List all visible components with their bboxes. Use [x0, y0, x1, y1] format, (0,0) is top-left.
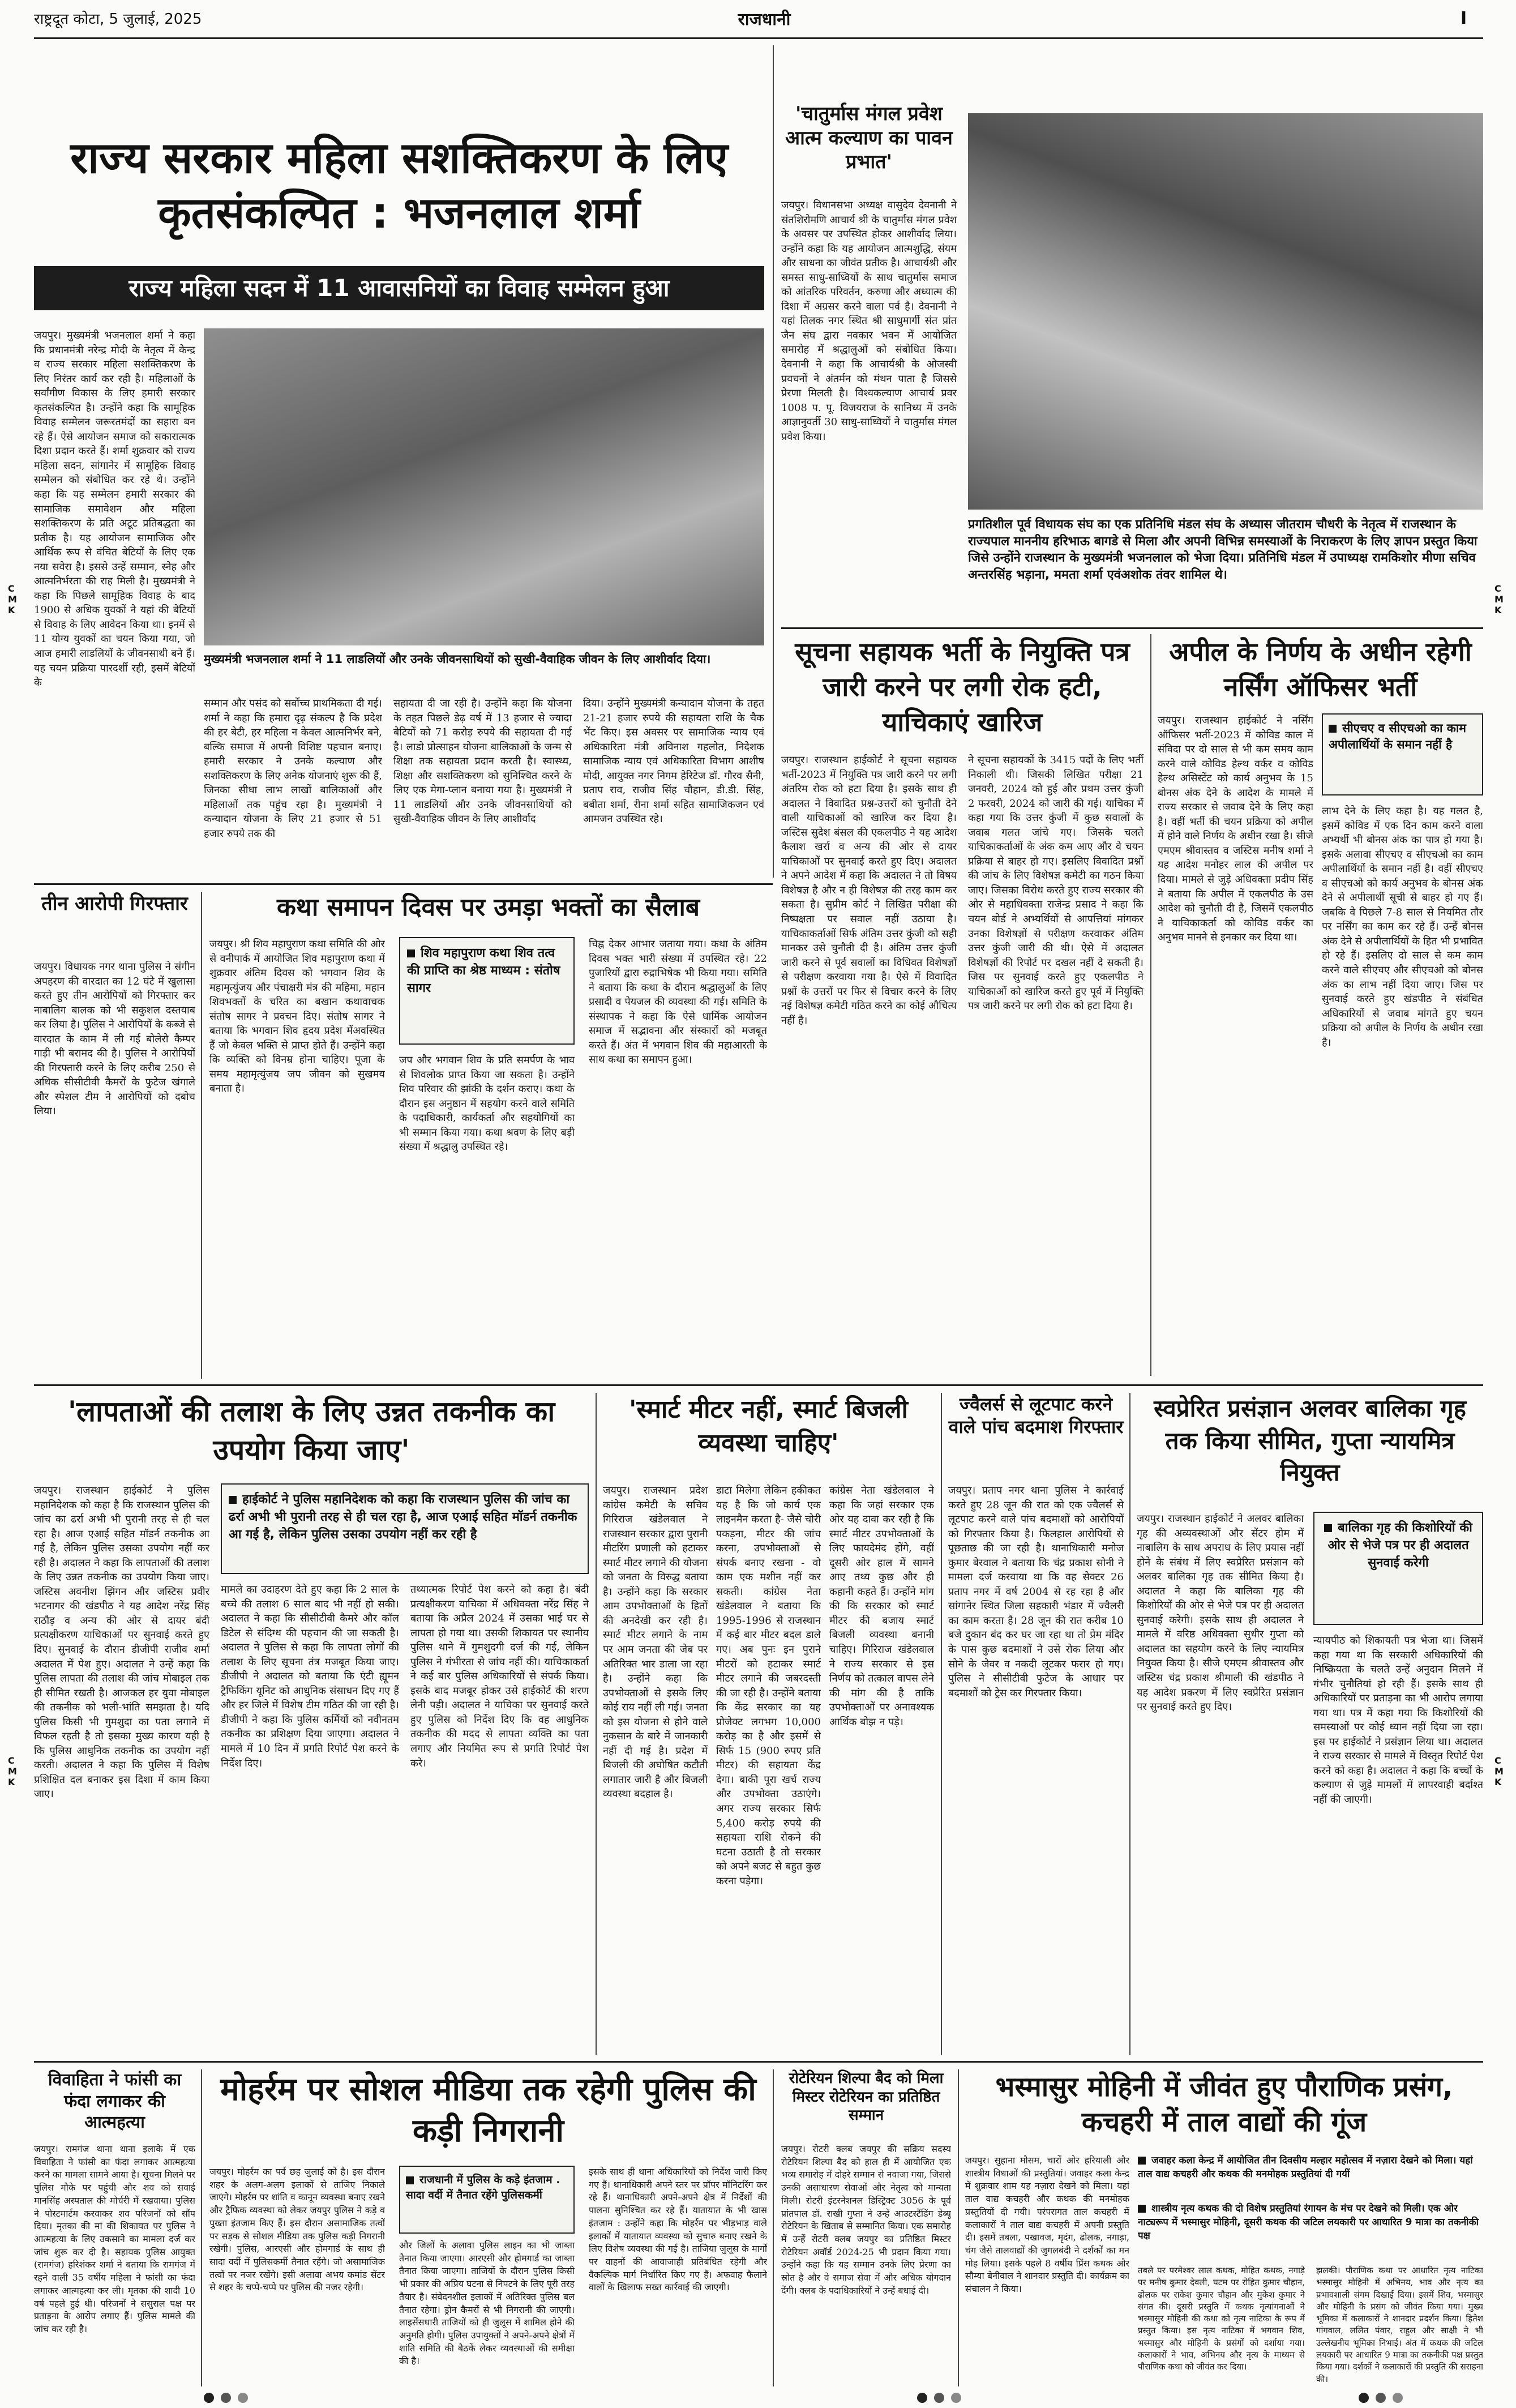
alwar-body-col2: न्यायपीठ को शिकायती पत्र भेजा था। जिसमें कहा गया था कि सरकारी अधिकारियों की निष्क्रियता के चलते उन्हें अनुदान मिलने में गंभीर चुनौतियां हो रही हैं। इसके साथ ही अधिकारियों पर प्रताड़ना का भी आरोप लगाया गया था। पत्र में कहा गया कि किशोरियों की समस्याओं पर कोई ध्यान नहीं दिया जा रहा। इस पर हाईकोर्ट ने प्रसंज्ञान लिया था। अदालत ने राज्य सरकार से मामले में विस्तृत रिपोर्ट पेश करने को कहा है। अदालत ने कहा कि बच्चों के कल्याण से जुड़े मामलों में लापरवाही बर्दाश्त नहीं की जाएगी। [1313, 1635, 1483, 1806]
rotary-headline: रोटेरियन शिल्पा बैद को मिला मिस्टर रोटेरियन का प्रतिष्ठित सम्मान [789, 2070, 944, 2124]
jewellers-body: जयपुर। प्रताप नगर थाना पुलिस ने कार्रवाई करते हुए 28 जून की रात को एक ज्वैलर्स से लूटपाट करने वाले पांच बदमाशों को आरोपियों को गिरफ्तार किया है। फिलहाल आरोपियों से पूछताछ की जा रही है। थानाधिकारी मनोज कुमार बेरवाल ने बताया कि चंद्र प्रकाश सोनी ने मामला दर्ज करवाया था कि वह सेक्टर 26 प्रताप नगर में वर्ष 2004 से रह रहा है और सांगानेर स्थित जिला सहकारी भंडार में ज्वैलरी का काम करता है। 28 जून की रात करीब 10 बजे दुकान बंद कर घर जा रहा था तो प्रेम मंदिर के पास कुछ बदमाशों ने उसे रोक लिया और सोने के जेवर व नकदी लूटकर फरार हो गए। पुलिस ने सीसीटीवी फुटेज के आधार पर बदमाशों को ट्रेस कर गिरफ्तार किया। [948, 1485, 1124, 1699]
moharram-story [209, 2069, 767, 2386]
registration-dot [934, 2393, 944, 2403]
moharram-highlight-text: राजधानी में पुलिस के कड़े इंतजाम . सादा वर्दी में तैनात रहेंगे पुलिसकर्मी [406, 2174, 560, 2201]
soochna-body-col2: ने सूचना सहायकों के 3415 पदों के लिए भर्ती निकाली थी। जिसकी लिखित परीक्षा 21 जनवरी, 2024 को हुई और प्रथम उत्तर कुंजी 2 फरवरी, 2024 को जारी की गई। याचिका में कहा गया कि उत्तर कुंजी में कुछ सवालों के जवाब गलत जांचे गए। जिसके चलते याचिकाकर्ताओं के अंक कम आए और वे चयन प्रक्रिया से बाहर हो गए। इसलिए विवादित प्रश्नों की जांच के लिए विशेषज्ञ कमेटी का गठन किया जाए। जिसका विरोध करते हुए राज्य सरकार की ओर से महाधिवक्ता राजेन्द्र प्रसाद ने कहा कि चयन बोर्ड ने अभ्यर्थियों से आपत्तियां मांगकर उनका विशेषज्ञों से परीक्षण करवाकर अंतिम उत्तर कुंजी जारी की थी। ऐसे में अदालत विशेषज्ञों की रिपोर्ट पर दखल नहीं दे सकती है। जिस पर सुनवाई करते हुए एकलपीठ ने याचिकाओं को खारिज करते हुए पूर्व में नियुक्ति पत्र जारी करने पर लगी रोक को हटा दिया है। [968, 754, 1144, 1012]
appeal-story [1158, 634, 1483, 1376]
bullet-square-icon [229, 1496, 237, 1504]
alwar-story [1137, 1393, 1483, 2055]
lead-photo [204, 328, 764, 645]
registration-marks [34, 2390, 1483, 2405]
masthead-date: राष्ट्रदूत कोटा, 5 जुलाई, 2025 [34, 11, 202, 28]
registration-dot [951, 2393, 961, 2403]
column-divider [773, 45, 774, 878]
bullet-square-icon [407, 949, 415, 957]
moharram-highlight [399, 2166, 575, 2234]
bhasmasur-highlight-1-text: जवाहर कला केन्द्र में आयोजित तीन दिवसीय मल्हार महोत्सव में नज़ारा देखने को मिला। यहां ताल वाद्य कचहरी और कथक की मनमोहक प्रस्तुतियां दी गयीं [1138, 2155, 1473, 2180]
lapta-headline: 'लापताओं की तलाश के लिए उन्नत तकनीक का उपयोग किया जाए' [67, 1395, 555, 1466]
bhasmasur-highlight-1 [1138, 2154, 1483, 2200]
masthead-rule [34, 37, 1483, 39]
three-accused-body: जयपुर। विधायक नगर थाना पुलिस ने संगीन अपहरण की वारदात का 12 घंटे में खुलासा करते हुए तीन आरोपियों को गिरफ्तार कर नाबालिग बालक को भी सकुशल दस्तयाब कर लिया है। पुलिस ने आरोपियों के कब्जे से वारदात के काम में ली गई बोलेरो कैम्पर गाड़ी भी बरामद की है। पुलिस ने आरोपियों की गिरफ्तारी करने के लिए करीब 250 से अधिक सीसीटीवी कैमरों के फुटेज खंगाले और स्पेशल टीम ने आरोपियों को दबोच लिया। [34, 961, 195, 1118]
lead-headline: राज्य सरकार महिला सशक्तिकरण के लिए कृतसंकल्पित : भजनलाल शर्मा [70, 132, 728, 238]
katha-body-col2: जप और भगवान शिव के प्रति समर्पण के भाव से शिवलोक प्राप्त किया जा सकता है। उन्होंने शिव परिवार की झांकी के दर्शन कराए। कथा के दौरान इस अनुष्ठान में सहयोग करने वाले समिति के पदाधिकारी, कार्यकर्ता और सहयोगियों का भी सम्मान किया गया। कथा श्रवण के लिए बड़ी संख्या में श्रद्धालु उपस्थित रहे। [399, 1054, 575, 1153]
registration-dot [221, 2393, 231, 2403]
suicide-story [34, 2069, 195, 2386]
lapta-story [34, 1393, 589, 2055]
appeal-highlight-text: सीएचए व सीएचओ का काम अपीलार्थियों के समान नहीं है [1329, 721, 1466, 752]
bhasmasur-highlight-2-text: शास्त्रीय नृत्य कथक की दो विशेष प्रस्तुतियां रंगायन के मंच पर देखने को मिली। एक ओर नाट्यरूप में भस्मासुर मोहिनी, दूसरी कथक की जटिल लयकारी पर आधारित 9 मात्रा का तकनीकी पक्ष [1138, 2203, 1479, 2242]
smart-meter-body-col2: डाटा मिलेगा लेकिन हकीकत यह है कि जो कार्य एक लाइनमैन करता है- जैसे चोरी पकड़ना, मीटर की जांच करना, उपभोक्ताओं से संपर्क बनाए रखना - वो काम एक मशीन नहीं कर सकती। कांग्रेस नेता खंडेलवाल ने बताया कि 1995-1996 से राजस्थान में कई बार मीटर बदल डाले गए। अब पुनः इन पुराने मीटरों को हटाकर स्मार्ट मीटर लगाने की जबरदस्ती की जा रही है। उन्होंने बताया कि केंद्र सरकार का यह प्रोजेक्ट लगभग 10,000 करोड़ का है और इसमें से सिर्फ 15 (900 रुपए प्रति मीटर) की सहायता केंद्र देगा। बाकी पूरा खर्च राज्य और उपभोक्ता उठाएंगे। अगर राज्य सरकार सिर्फ 5,400 करोड़ रुपये की सहायता राशि रोकने की घटना उठाती है तो सरकार को अपने बजट से बहुत कुछ करना पड़ेगा। [716, 1485, 821, 1887]
page-number: I [1461, 8, 1467, 28]
bullet-square-icon [406, 2176, 414, 2184]
three-accused-headline: तीन आरोपी गिरफ्तार [41, 892, 188, 915]
registration-dot [1393, 2393, 1403, 2403]
lapta-body-col2: मामले का उदाहरण देते हुए कहा कि 2 साल के बच्चे की तलाश 6 साल बाद भी नहीं हो सकी। अदालत ने कहा कि सीसीटीवी कैमरे और कॉल डिटेल से संदिग्ध की पहचान की जा सकती है। अदालत ने पुलिस से कहा कि लापता लोगों की तलाश के लिए सूचना तंत्र मजबूत किया जाए। डीजीपी ने अदालत को बताया कि एंटी ह्यूमन ट्रैफिकिंग यूनिट को आधुनिक संसाधन दिए गए हैं और हर जिले में विशेष टीम गठित की जा रही है। डीजीपी ने कहा कि पुलिस कर्मियों को नवीनतम तकनीक का प्रशिक्षण दिया जाएगा। अदालत ने मामले में 10 दिन में प्रगति रिपोर्ट पेश करने के निर्देश दिए। [221, 1584, 399, 1769]
appeal-body-col2: लाभ देने के लिए कहा है। यह गलत है, इसमें कोविड में एक दिन काम करने वाला अभ्यर्थी भी बोनस अंक का पात्र हो गया है। इसके अलावा सीएचए व सीएचओ का काम अपीलार्थियों के समान नहीं है। वहीं सीएचए व सीएचओ को कार्य अनुभव के बोनस अंक देने से अपीलार्थी सूची से बाहर हो गए हैं। जबकि वे पिछले 7-8 साल से नियमित तौर पर नर्सिंग का काम कर रहे हैं। उन्हें बोनस अंक देने से अपीलार्थियों के हित भी प्रभावित हो रहे हैं। इसलिए दो साल से कम काम करने वाले सीएचए और सीएचओ को बोनस अंक का लाभ नहीं दिया जाए। जिस पर सुनवाई करते हुए खंडपीठ ने संबंधित अधिकारियों से जवाब मांगते हुए चयन प्रक्रिया को अपील के निर्णय के अधीन रखा है। [1322, 805, 1483, 1049]
katha-highlight [399, 937, 575, 1045]
section-rule [34, 1384, 1483, 1386]
bhasmasur-headline: भस्मासुर मोहिनी में जीवंत हुए पौराणिक प्रसंग, कचहरी में ताल वाद्यों की गूंज [995, 2071, 1453, 2138]
side-mark-right-2: CMK [1494, 1755, 1504, 1788]
lead-body-col3: सहायता दी जा रही है। उन्होंने कहा कि योजना के तहत पिछले डेढ़ वर्ष में 13 हजार से ज्यादा बेटियों को 71 करोड़ रुपये की सहायता दी गई है। लाडो प्रोत्साहन योजना बालिकाओं के जन्म से शिक्षा तक सहायता प्रदान करती है। स्वास्थ्य, शिक्षा और सशक्तिकरण को सुनिश्चित करने के लिए एक मेगा-प्लान बनाया गया है। मुख्यमंत्री ने 11 लाडलियों और उनके जीवनसाथियों को सुखी-वैवाहिक जीवन के लिए आशीर्वाद [393, 698, 572, 826]
column-divider [201, 2069, 202, 2386]
appeal-highlight [1322, 713, 1483, 795]
lead-photo-caption: मुख्यमंत्री भजनलाल शर्मा ने 11 लाडलियों और उनके जीवनसाथियों को सुखी-वैवाहिक जीवन के लिए आशीर्वाद दिया। [204, 652, 711, 666]
rotary-story [781, 2069, 951, 2386]
smart-meter-body-col3: कांग्रेस नेता खंडेलवाल ने कहा कि जहां सरकार एक ओर यह दावा कर रही है कि स्मार्ट मीटर उपभोक्ताओं के लिए फायदेमंद होंगे, वहीं दूसरी ओर हाल में सामने आए तथ्य कुछ और ही कहानी कहते हैं। उन्होंने मांग की कि सरकार को स्मार्ट मीटर की बजाय स्मार्ट बिजली व्यवस्था बनानी चाहिए। गिरिराज खंडेलवाल ने राज्य सरकार से इस निर्णय को तत्काल वापस लेने की मांग की है ताकि उपभोक्ताओं पर अनावश्यक आर्थिक बोझ न पड़े। [829, 1485, 934, 1728]
lapta-highlight-text: हाईकोर्ट ने पुलिस महानिदेशक को कहा कि राजस्थान पुलिस की जांच का ढर्रा अभी भी पुरानी तरह से ही चल रहा है, आज एआई सहित मॉडर्न तकनीक आ गई है, लेकिन पुलिस उसका उपयोग नहीं कर रही है [229, 1492, 577, 1542]
delegation-photo [968, 113, 1483, 510]
alwar-body-col1: जयपुर। राजस्थान हाईकोर्ट ने अलवर बालिका गृह की अव्यवस्थाओं और सेंटर होम में नाबालिग के साथ अपराध के लिए प्रयास नहीं होने के संबंध में लिए स्वप्रेरित प्रसंज्ञान को अलवर बालिका गृह तक सीमित किया है। अदालत ने कहा कि बालिका गृह की किशोरियों की ओर से भेजे पत्र पर ही अदालत सुनवाई करेगी। इसके साथ ही अदालत ने मामले में वरिष्ठ अधिवक्ता सुधीर गुप्ता को अदालत का सहयोग करने के लिए न्यायमित्र नियुक्त किया है। सीजे एमएम श्रीवास्तव और जस्टिस चंद्र प्रकाश श्रीमाली की खंडपीठ ने यह आदेश प्रकरण में लिए स्वप्रेरित प्रसंज्ञान पर सुनवाई करते हुए दिए। [1137, 1513, 1304, 1713]
column-divider [773, 2069, 774, 2386]
jewellers-story [948, 1393, 1124, 2055]
bhasmasur-body-col1: जयपुर। सुहाना मौसम, चारों ओर हरियाली और शास्त्रीय विधाओं की प्रस्तुतियां। जवाहर कला केन्द्र में शुक्रवार शाम यह नज़ारा देखने को मिला। यहां ताल वाद्य कचहरी और कथक की मनमोहक प्रस्तुतियों दी गयी। परंपरागत ताल कचहरी में कलाकारों ने ताल वाद्य कचहरी में अपनी प्रस्तुति दी। इसमें तबला, पखावज, मृदंग, ढोलक, नगाड़ा, चंग जैसे तालवाद्यों की जुगलबंदी ने दर्शकों का मन मोह लिया। इसके पहले 8 वर्षीय प्रिंस कथक और सौम्या बेनीवाल ने शानदार प्रस्तुति दी। कार्यक्रम का संचालन ने किया। [965, 2155, 1129, 2295]
chaturmas-headline: 'चातुर्मास मंगल प्रवेश आत्म कल्याण का पावन प्रभात' [785, 102, 953, 173]
delegation-caption: प्रगतिशील पूर्व विधायक संघ का एक प्रतिनिधि मंडल संघ के अध्यास जीतराम चौधरी के नेतृत्व में राजस्थान के राज्यपाल माननीय हरिभाऊ बागडे से मिला और अपनी विभिन्न समस्याओं के निराकरण के लिए ज्ञापन प्रस्तुत किया जिसे उन्होंने राजस्थान के मुख्यमंत्री भजनलाल को भेजा दिया। प्रतिनिधि मंडल में उपाध्यक्ष रामकिशोर मीणा सचिव अन्तरसिंह भड़ाना, ममता शर्मा एवंअशोक तंवर शामिल थे। [968, 517, 1478, 583]
moharram-headline: मोहर्रम पर सोशल मीडिया तक रहेगी पुलिस की कड़ी निगरानी [220, 2071, 756, 2149]
lead-story [34, 45, 764, 878]
bullet-square-icon [1138, 2157, 1146, 2165]
rotary-body: जयपुर। रोटरी क्लब जयपुर की सक्रिय सदस्य रोटेरियन शिल्पा बैद को हाल ही में आयोजित एक भव्य समारोह में दोहरे सम्मान से नवाजा गया, जिससे उनकी असाधारण सेवाओं और नेतृत्व को मान्यता मिली। रोटरी इंटरनेशनल डिस्ट्रिक्ट 3056 के पूर्व प्रांतपाल डॉ. राखी गुप्ता ने उन्हें आउटस्टैंडिंग डेब्यू रोटेरियन के खिताब से सम्मानित किया। एक समारोह में उन्हें रोटरी क्लब जयपुर का प्रतिष्ठित मिस्टर रोटेरियन अवॉर्ड 2024-25 भी प्रदान किया गया। उन्होंने कहा कि यह सम्मान उनके लिए प्रेरणा का स्रोत है और वे समाज सेवा में और अधिक योगदान देंगी। क्लब के पदाधिकारियों ने उन्हें बधाई दी। [781, 2144, 951, 2296]
three-accused-story [34, 892, 195, 1379]
katha-story [209, 892, 767, 1379]
section-rule [781, 627, 1483, 629]
registration-dot [1376, 2393, 1386, 2403]
bullet-square-icon [1138, 2205, 1146, 2213]
jewellers-headline: ज्वैलर्स से लूटपाट करने वाले पांच बदमाश गिरफ्तार [948, 1393, 1124, 1438]
moharram-body-col2: और जिलों के अलावा पुलिस लाइन का भी जाब्ता तैनात किया जाएगा। आरएसी और होमगार्ड का जाब्ता तैनात किया जाएगा। ताजियों के दौरान पुलिस किसी भी प्रकार की अप्रिय घटना से निपटने के लिए पूरी तरह तैयार है। संवेदनशील इलाकों में अतिरिक्त पुलिस बल तैनात रहेगा। ड्रोन कैमरों से भी निगरानी की जाएगी। लाइसेंसधारी ताजियों को ही जुलूस में शामिल होने की अनुमति होगी। पुलिस उपायुक्तों ने अपने-अपने क्षेत्रों में शांति समिति की बैठकें लेकर व्यवस्थाओं की समीक्षा की है। [399, 2240, 575, 2367]
katha-headline: कथा समापन दिवस पर उमड़ा भक्तों का सैलाब [277, 893, 700, 922]
column-divider [1129, 1393, 1130, 2055]
bhasmasur-highlight-2 [1138, 2202, 1483, 2259]
registration-dot [1359, 2393, 1369, 2403]
suicide-body: जयपुर। रामगंज थाना थाना इलाके में एक विवाहिता ने फांसी का फंदा लगाकर आत्महत्या करने का मामला सामने आया है। सूचना मिलने पर पुलिस मौके पर पहुंची और शव को सवाई मानसिंह अस्पताल की मोर्चरी में रखवाया। पुलिस ने पोस्टमार्टम करवाकर शव परिजनों को सौंप दिया। मृतका की मां की शिकायत पर पुलिस ने आत्महत्या के लिए उकसाने का मामला दर्ज कर जांच शुरू कर दी है। सहायक पुलिस आयुक्त (रामगंज) हरिशंकर शर्मा ने बताया कि रामगंज में रहने वाली 35 वर्षीय महिला ने फांसी का फंदा लगाकर आत्महत्या कर ली। मृतका की शादी 10 वर्ष पहले हुई थी। परिजनों ने ससुराल पक्ष पर प्रताड़ना के आरोप लगाए हैं। पुलिस मामले की जांच कर रही है। [34, 2144, 195, 2335]
smart-meter-body-col1: जयपुर। राजस्थान प्रदेश कांग्रेस कमेटी के सचिव गिरिराज खंडेलवाल ने राजस्थान सरकार द्वारा पुरानी मीटरिंग प्रणाली को हटाकर स्मार्ट मीटर लगाने की योजना को जनता के विरुद्ध बताया है। उन्होंने कहा कि सरकार आम उपभोक्ताओं के हितों की अनदेखी कर रही है। स्मार्ट मीटर लगाने के नाम पर आम जनता की जेब पर अतिरिक्त भार डाला जा रहा है। उन्होंने कहा कि उपभोक्ताओं से इसके लिए कोई राय नहीं ली गई। जनता को इस योजना से होने वाले नुकसान के बारे में जानकारी नहीं दी गई है। प्रदेश में बिजली की अघोषित कटौती लगातार जारी है और बिजली व्यवस्था बदहाल है। [603, 1485, 708, 1800]
column-divider [596, 1393, 597, 2055]
registration-dot [238, 2393, 248, 2403]
moharram-body-col3: इसके साथ ही थाना अधिकारियों को निर्देश जारी किए गए हैं। थानाधिकारी अपने स्तर पर प्रॉपर मॉनिटरिंग कर रहे हैं। थानाधिकारी अपने-अपने क्षेत्र में निर्देशों की पालना सुनिश्चित कर रहे हैं। यातायात के भी खास इंतजाम : उन्होंने कहा कि मोहर्रम पर भीड़भाड़ वाले इलाकों में यातायात व्यवस्था को सुचारु बनाए रखने के लिए विशेष व्यवस्था की गई है। ताजिया जुलूस के मार्गों पर वाहनों की आवाजाही प्रतिबंधित रहेगी और वैकल्पिक मार्ग निर्धारित किए गए हैं। अफवाह फैलाने वालों के खिलाफ सख्त कार्रवाई की जाएगी। [589, 2166, 767, 2293]
column-divider [941, 1393, 942, 2055]
suicide-headline: विवाहिता ने फांसी का फंदा लगाकर की आत्महत्या [48, 2070, 182, 2132]
bhasmasur-body-col3: झलकी। पौराणिक कथा पर आधारित नृत्य नाटिका भस्मासुर मोहिनी में अभिनय, भाव और नृत्य का प्रभावशाली संगम दिखाई दिया। इसमें शिव, भस्मासुर और मोहिनी के प्रसंग को जीवंत किया गया। मुख्य भूमिका में कलाकारों ने शानदार प्रदर्शन किया। हितेश गांगवाल, ललित पंवार, राहुल और साक्षी ने भी उल्लेखनीय भूमिका निभाई। अंत में कथक की जटिल लयकारी पर आधारित 9 मात्रा का तकनीकी पक्ष प्रस्तुत किया गया। दर्शकों ने कलाकारों की प्रस्तुति की सराहना की। [1316, 2265, 1483, 2384]
chaturmas-body: जयपुर। विधानसभा अध्यक्ष वासुदेव देवनानी ने संतशिरोमणि आचार्य श्री के चातुर्मास मंगल प्रवेश के अवसर पर उपस्थित होकर आशीर्वाद लिया। उन्होंने कहा कि यह आयोजन आत्मशुद्धि, संयम और साधना का जीवंत प्रतीक है। आचार्यश्री और समस्त साधु-साध्वियों के साथ चातुर्मास समाज को आंतरिक परिवर्तन, करुणा और अध्यात्म की दिशा में अग्रसर करने वाला पर्व है। देवनानी ने यहां तिलक नगर स्थित श्री साधुमार्गी संत प्रांत जैन संघ द्वारा नवकार भवन में आयोजित समारोह में श्रद्धालुओं को संबोधित किया। देवनानी ने कहा कि आचार्यश्री के ओजस्वी प्रवचनों ने अंतर्मन को मंथन पाता है जिससे प्रेरणा मिलती है। विश्वकल्याण आचार्य प्रवर 1008 प. पू. विजयराज के सानिध्य में उनके आज्ञानुवर्ती 30 साधु-साध्वियों ने चातुर्मास मंगल प्रवेश किया। [781, 199, 957, 443]
side-mark-right-1: CMK [1494, 583, 1504, 616]
section-rule [34, 2061, 1483, 2063]
side-mark-left-1: CMK [8, 583, 17, 616]
column-divider [1150, 634, 1151, 1376]
lead-body-col1: जयपुर। मुख्यमंत्री भजनलाल शर्मा ने कहा कि प्रधानमंत्री नरेन्द्र मोदी के नेतृत्व में केन्द्र व राज्य सरकार महिला सशक्तिकरण के लिए निरंतर कार्य कर रही है। महिलाओं के सर्वांगीण विकास के लिए हमारी सरकार कृतसंकल्पित है। उन्होंने कहा कि सामूहिक विवाह सम्मेलन जरूरतमंदों का सहारा बन रहे हैं। ऐसे आयोजन समाज को सकारात्मक दिशा प्रदान करते हैं। शर्मा शुक्रवार को राज्य महिला सदन, सांगानेर में सामूहिक विवाह सम्मेलन को संबोधित कर रहे थे। उन्होंने कहा कि यह सम्मेलन हमारी सरकार की सामाजिक समावेशन और महिला सशक्तिकरण के प्रति अटूट प्रतिबद्धता का प्रतीक है। यह आयोजन सामाजिक और आर्थिक रूप से वंचित बेटियों के लिए एक नया सवेरा है। इससे उन्हें सम्मान, स्नेह और आत्मनिर्भरता की राह मिली है। मुख्यमंत्री ने कहा कि पिछले सामूहिक विवाह के बाद 1900 से अधिक युवकों ने यहां की बेटियों से विवाह के लिए आवेदन किया था। इनमें से 11 योग्य युवकों का चयन किया गया, जो आज हमारी लाडलियों के जीवनसाथी बने हैं। यह चयन प्रक्रिया पारदर्शी रही, इसमें बेटियों के [34, 330, 195, 689]
appeal-headline: अपील के निर्णय के अधीन रहेगी नर्सिंग ऑफिसर भर्ती [1169, 636, 1472, 703]
katha-body-col3: चिह्न देकर आभार जताया गया। कथा के अंतिम दिवस भक्त भारी संख्या में उपस्थित रहे। 22 पुजारियों द्वारा रुद्राभिषेक भी किया गया। समिति ने बताया कि कथा के दौरान श्रद्धालुओं के लिए प्रसादी व पेयजल की व्यवस्था की गई। समिति के संस्थापक ने कहा कि ऐसे धार्मिक आयोजन समाज में सद्भावना और संस्कारों को मजबूत करते हैं। अंत में भगवान शिव की महाआरती के साथ कथा का समापन हुआ। [589, 938, 767, 1066]
alwar-highlight [1313, 1512, 1483, 1625]
bhasmasur-body-col2: तबले पर परमेश्वर लाल कथक, मोहित कथक, नगाड़े पर मनीष कुमार देवली, घटम पर रोहित कुमार चौहान, ढोलक पर राकेश कुमार चौहान और मुकेश कुमार ने संगत की। दूसरी प्रस्तुति में कथक नृत्यांगनाओं ने भस्मासुर मोहिनी की कथा को नृत्य नाटिका के रूप में प्रस्तुत किया। इस नृत्य नाटिका में भगवान शिव, भस्मासुर और मोहिनी के प्रसंगों को दर्शाया गया। कलाकारों ने भाव, अभिनय और नृत्य के माध्यम से पौराणिक कथा को जीवंत कर दिया। [1138, 2265, 1305, 2372]
moharram-body-col1: जयपुर। मोहर्रम का पर्व छह जुलाई को है। इस दौरान शहर के अलग-अलग इलाकों से ताजिए निकाले जाएंगे। मोहर्रम पर शांति व कानून व्यवस्था बनाए रखने और ट्रैफिक व्यवस्था को लेकर जयपुर पुलिस ने कड़े व पुख्ता इंतजाम किए हैं। इस दौरान असामाजिक तत्वों पर सड़क से सोशल मीडिया तक पुलिस कड़ी निगरानी रखेगी। पुलिस, आरएसी और होमगार्ड के साथ ही सादा वर्दी में पुलिसकर्मी तैनात रहेंगे। जो असामाजिक तत्वों पर नजर रखेंगे। इसी अलावा अभय कमांड सेंटर से शहर के चप्पे-चप्पे पर पुलिस की नजर रहेगी। [209, 2166, 385, 2293]
katha-highlight-text: शिव महापुराण कथा शिव तत्व की प्राप्ति का श्रेष्ठ माध्यम : संतोष सागर [407, 946, 560, 995]
bhasmasur-story [965, 2069, 1483, 2386]
appeal-body-col1: जयपुर। राजस्थान हाईकोर्ट ने नर्सिंग ऑफिसर भर्ती-2023 में कोविड काल में संविदा पर दो साल से भी कम समय काम करने वाले कोविड हेल्थ वर्कर व कोविड हेल्थ असिस्टेंट को कार्य अनुभव के 15 बोनस अंक देने के आदेश के मामले में राज्य सरकार से जवाब देने के लिए कहा है। वहीं भर्ती की चयन प्रक्रिया को अपील में होने वाले निर्णय के अधीन रखा है। सीजे एमएम श्रीवास्तव व जस्टिस मनीष शर्मा ने यह आदेश मनोहर लाल की अपील पर दिया। मामले से जुड़े अधिवक्ता प्रदीप सिंह ने बताया कि अपील में एकलपीठ के उस आदेश को चुनौती दी है, जिसमें एकलपीठ ने याचिकाकर्ता को कोविड वर्कर का अनुभव मानने से इनकार कर दिया था। [1158, 715, 1313, 944]
lead-body-col2: सम्मान और पसंद को सर्वोच्च प्राथमिकता दी गई। शर्मा ने कहा कि हमारा दृढ़ संकल्प है कि प्रदेश की हर बेटी, हर महिला न केवल आत्मनिर्भर बने, बल्कि समाज में अपनी विशिष्ट पहचान बनाए। हमारी सरकार ने उनके कल्याण और सशक्तिकरण के लिए अनेक योजनाएं शुरू की हैं, जिनका सीधा लाभ लाखों बालिकाओं और महिलाओं तक पहुंच रहा है। मुख्यमंत्री ने कन्यादान योजना के लिए 21 हजार से 51 हजार रुपये तक की [204, 698, 382, 840]
soochna-body-col1: जयपुर। राजस्थान हाईकोर्ट ने सूचना सहायक भर्ती-2023 में नियुक्ति पत्र जारी करने पर लगी अंतरिम रोक को हटा दिया है। इसके साथ ही अदालत ने विवादित प्रश्न-उत्तरों को चुनौती देने वाली याचिकाओं को खारिज कर दिया है। जस्टिस सुदेश बंसल की एकलपीठ ने यह आदेश कैलाश खर्रा व अन्य की ओर से दायर याचिकाओं पर सुनवाई करते हुए दिए। अदालत ने अपने आदेश में कहा कि अदालत ने तो विषय विशेषज्ञ है और न ही विशेषज्ञ की तरह काम कर सकता है। सुप्रीम कोर्ट ने लिखित परीक्षा की निष्पक्षता पर सवाल नहीं उठाया है। याचिकाकर्ताओं सिर्फ अंतिम उत्तर कुंजी को सही मानकर उसे चुनौती दी है। अंतिम उत्तर कुंजी जारी करने से पूर्व सवालों का विधिवत विशेषज्ञों से परीक्षण करवाया गया है। ऐसे में विवादित प्रश्नों के उत्तरों पर फिर से विचार करने के लिए नई विशेषज्ञ कमेटी गठित करने का कोई औचित्य नहीं है। [781, 754, 957, 1026]
bullet-square-icon [1324, 1524, 1332, 1532]
soochna-headline: सूचना सहायक भर्ती के नियुक्ति पत्र जारी करने पर लगी रोक हटी, याचिकाएं खारिज [795, 636, 1130, 738]
soochna-story [781, 634, 1144, 1376]
column-divider [201, 892, 202, 1379]
masthead [34, 5, 1483, 36]
lapta-highlight [221, 1483, 589, 1574]
alwar-headline: स्वप्रेरित प्रसंज्ञान अलवर बालिका गृह तक किया सीमित, गुप्ता न्यायमित्र नियुक्त [1154, 1395, 1466, 1487]
lead-body-col4: दिया। उन्होंने मुख्यमंत्री कन्यादान योजना के तहत 21-21 हजार रुपये की सहायता राशि के चैक भेंट किए। इस अवसर पर सामाजिक न्याय एवं अधिकारिता मंत्री अविनाश गहलोत, निदेशक सामाजिक न्याय एवं अधिकारिता विभाग आशीष मोदी, आयुक्त नगर निगम हेरिटेज डॉ. गौरव सैनी, प्रताप राव, राजीव सिंह चौहान, डी.डी. सिंह, बबीता शर्मा, रीना शर्मा सहित सामाजिकजन एवं आमजन उपस्थित रहे। [583, 698, 764, 826]
katha-body-col1: जयपुर। श्री शिव महापुराण कथा समिति की ओर से वनीपार्क में आयोजित शिव महापुराण कथा में शुक्रवार अंतिम दिवस को भगवान शिव के महामृत्युंजय और पंचाक्षरी मंत्र की महिमा, महान शिवभक्तों के चरित का बखान कथावाचक संतोष सागर ने प्रवचन दिए। संतोष सागर ने बताया कि भगवान शिव हृदय प्रदेश मेंअवस्थित हैं जो केवल भक्ति से प्राप्त होते हैं। उन्होंने कहा कि व्यक्ति को विनम्र होना चाहिए। पूजा के समय महामृत्युंजय जप जीवन को सुखमय बनाता है। [209, 938, 385, 1095]
section-rule [34, 883, 773, 885]
smart-meter-story [603, 1393, 934, 2055]
lead-subhead: राज्य महिला सदन में 11 आवासनियों का विवाह सम्मेलन हुआ [34, 266, 764, 310]
side-mark-left-2: CMK [8, 1755, 17, 1788]
alwar-highlight-text: बालिका गृह की किशोरियों की ओर से भेजे पत्र पर ही अदालत सुनवाई करेगी [1327, 1521, 1472, 1570]
lapta-body-col3: तथ्यात्मक रिपोर्ट पेश करने को कहा है। बंदी प्रत्यक्षीकरण याचिका में अधिवक्ता नरेंद्र सिंह ने बताया कि अप्रैल 2024 में उसका भाई घर से लापता हो गया था। उसकी शिकायत पर स्थानीय पुलिस थाने में गुमशुदगी दर्ज की गई, लेकिन पुलिस ने गंभीरता से जांच नहीं की। याचिकाकर्ता ने कई बार पुलिस अधिकारियों से संपर्क किया। इसके बाद मजबूर होकर उसे हाईकोर्ट की शरण लेनी पड़ी। अदालत ने याचिका पर सुनवाई करते हुए पुलिस को निर्देश दिए कि वह आधुनिक तकनीक की मदद से लापता व्यक्ति का पता लगाए और नियमित रूप से प्रगति रिपोर्ट पेश करे। [410, 1584, 589, 1769]
delegation-block [968, 113, 1483, 623]
masthead-section: राजधानी [738, 10, 791, 29]
column-divider [958, 2069, 959, 2386]
registration-dot [204, 2393, 214, 2403]
registration-dot [917, 2393, 927, 2403]
smart-meter-headline: 'स्मार्ट मीटर नहीं, स्मार्ट बिजली व्यवस्था चाहिए' [629, 1395, 908, 1458]
bullet-square-icon [1329, 725, 1337, 733]
chaturmas-story [781, 102, 957, 611]
lapta-body-col1: जयपुर। राजस्थान हाईकोर्ट ने पुलिस महानिदेशक को कहा है कि राजस्थान पुलिस की जांच का ढर्रा अभी भी पुरानी तरह से ही चल रहा है। आज एआई सहित मॉडर्न तकनीक आ गई है, लेकिन पुलिस उसका उपयोग नहीं कर रही है। अदालत ने कहा कि लापताओं की तलाश के लिए उन्नत तकनीक का उपयोग किया जाए। जस्टिस अवनीश झिंगन और जस्टिस प्रवीर भटनागर की खंडपीठ ने यह आदेश नरेंद्र सिंह राठौड़ व अन्य की ओर से दायर बंदी प्रत्यक्षीकरण याचिकाओं पर सुनवाई करते हुए दिए। सुनवाई के दौरान डीजीपी राजीव शर्मा अदालत में पेश हुए। अदालत ने उन्हें कहा कि पुलिस लापता की तलाश की जांच मोबाइल तक ही सीमित रखती है। आजकल हर युवा मोबाइल की तकनीक को भली-भांति समझता है। यदि पुलिस किसी भी गुमशुदा का पता लगाने में विफल रहती है तो इसका मुख्य कारण यही है कि पुलिस आधुनिक तकनीक का उपयोग नहीं करती। अदालत ने कहा कि पुलिस में विशेष प्रशिक्षित दल बनाकर इस दिशा में काम किया जाए। [34, 1485, 209, 1800]
